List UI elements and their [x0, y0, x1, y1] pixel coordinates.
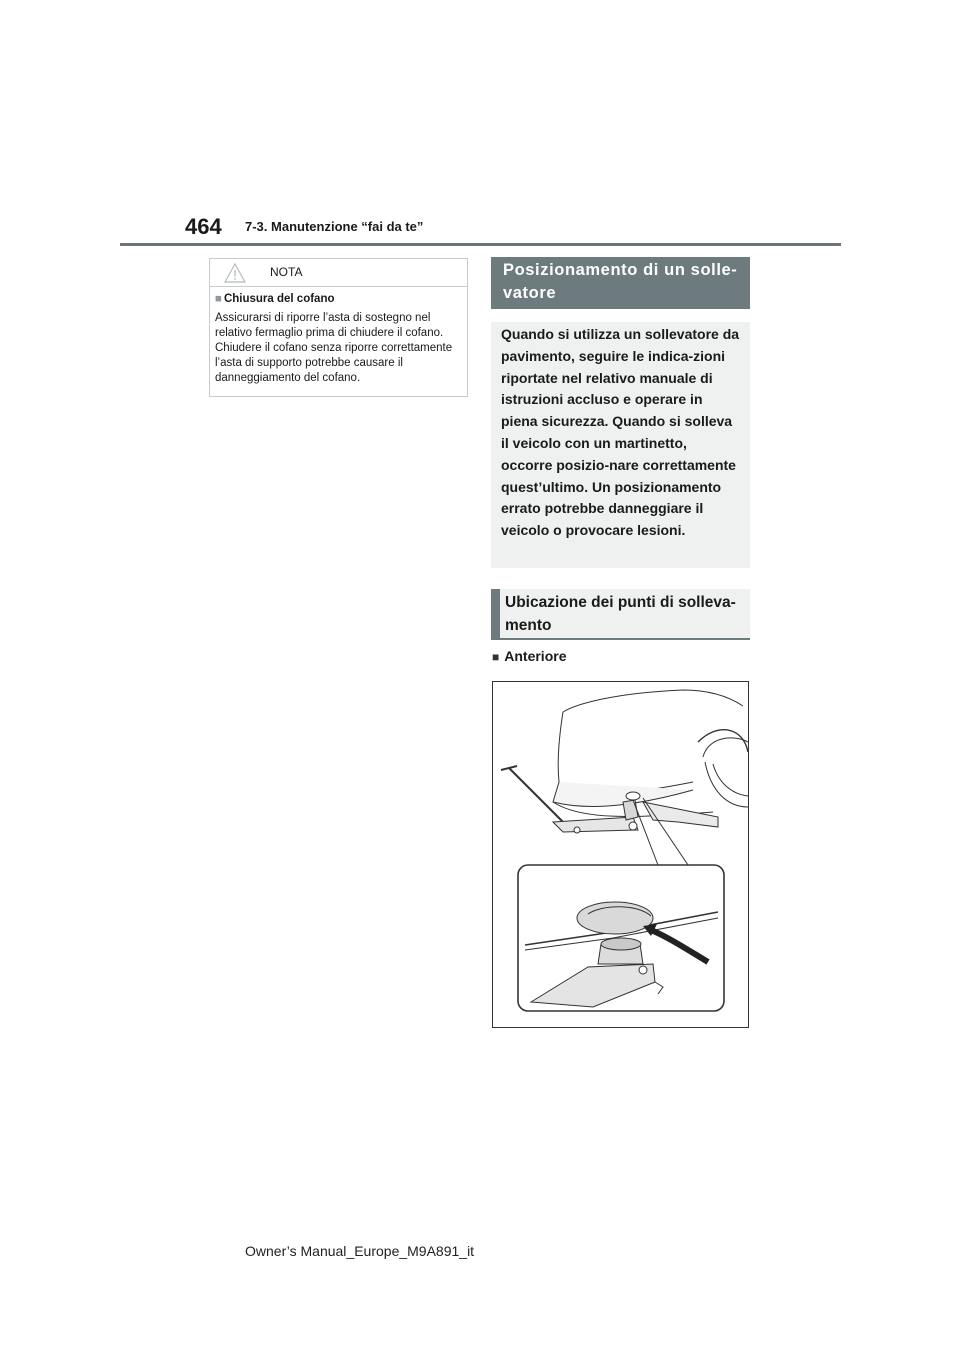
square-bullet-icon: ■ [492, 650, 500, 664]
nota-box [209, 258, 468, 397]
front-subheading [492, 648, 566, 664]
section-heading-positioning: Posizionamento di un solle-vatore [491, 257, 750, 309]
jack-illustration-drawing [493, 682, 748, 1027]
warning-triangle-icon [224, 263, 246, 283]
square-bullet-icon: ■ [215, 293, 222, 305]
front-subheading-text: Anteriore [504, 648, 567, 664]
nota-title [215, 293, 335, 305]
page-number: 464 [185, 214, 222, 239]
jack-illustration [492, 681, 749, 1028]
section-title: 7-3. Manutenzione “fai da te” [245, 219, 424, 234]
nota-body: Assicurarsi di riporre l’asta di sostegno nel relativo fermaglio prima di chiudere il cofano. Chiudere il cofano senza riporre correttamente l’asta di supporto potrebbe causare il danneggiamento del cofano. [215, 312, 453, 384]
intro-text: Quando si utilizza un sollevatore da pavimento, seguire le indica-zioni riportate nel relativo manuale di istruzioni accluso e operare in piena sicurezza. Quando si solleva il veicolo con un martinetto, occorre posizio-nare correttamente quest’ultimo. Un posizionamento errato potrebbe danneggiare il veicolo o provocare lesioni. [491, 322, 750, 568]
nota-header [210, 259, 467, 287]
nota-title-text: Chiusura del cofano [223, 293, 335, 305]
footer-text: Owner’s Manual_Europe_M9A891_it [245, 1243, 475, 1259]
nota-label: NOTA [270, 265, 303, 279]
header-rule [120, 243, 841, 246]
section-heading-lifting-points: Ubicazione dei punti di solleva-mento [491, 589, 750, 640]
